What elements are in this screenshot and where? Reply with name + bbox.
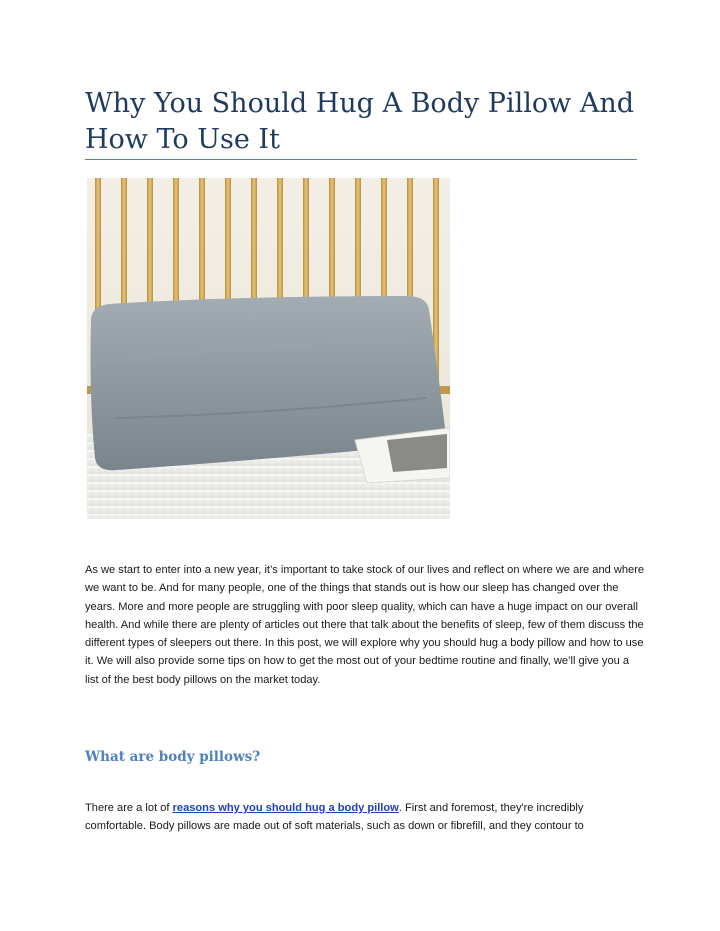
body-paragraph [85, 799, 645, 836]
intro-paragraph: As we start to enter into a new year, it’s important to take stock of our lives and reflect on where we are and where we want to be. And for many people, one of the things that stands out is how our sleep has changed over the years. More and more people are struggling with poor sleep quality, which can have a huge impact on our overall health. And while there are plenty of articles out there that talk about the benefits of sleep, few of them discuss the different types of sleepers out there. In this post, we will explore why you should hug a body pillow and how to use it. We will also provide some tips on how to get the most out of your bedtime routine and finally, we’ll give you a list of the best body pillows on the market today. [85, 564, 645, 686]
section-heading: What are body pillows? [85, 749, 261, 765]
reasons-link[interactable]: reasons why you should hug a body pillow [172, 802, 399, 814]
body-pillow-photo [87, 178, 450, 519]
page-title: Why You Should Hug A Body Pillow And How To Use It [85, 88, 635, 155]
title-divider [85, 159, 637, 160]
paragraph-text-continued: . First and foremost, they're incredibly comfortable. Body pillows are made out of soft materials, such as down or fibrefill, and they contour to [85, 802, 584, 833]
paragraph-text: There are a lot of [85, 802, 173, 814]
